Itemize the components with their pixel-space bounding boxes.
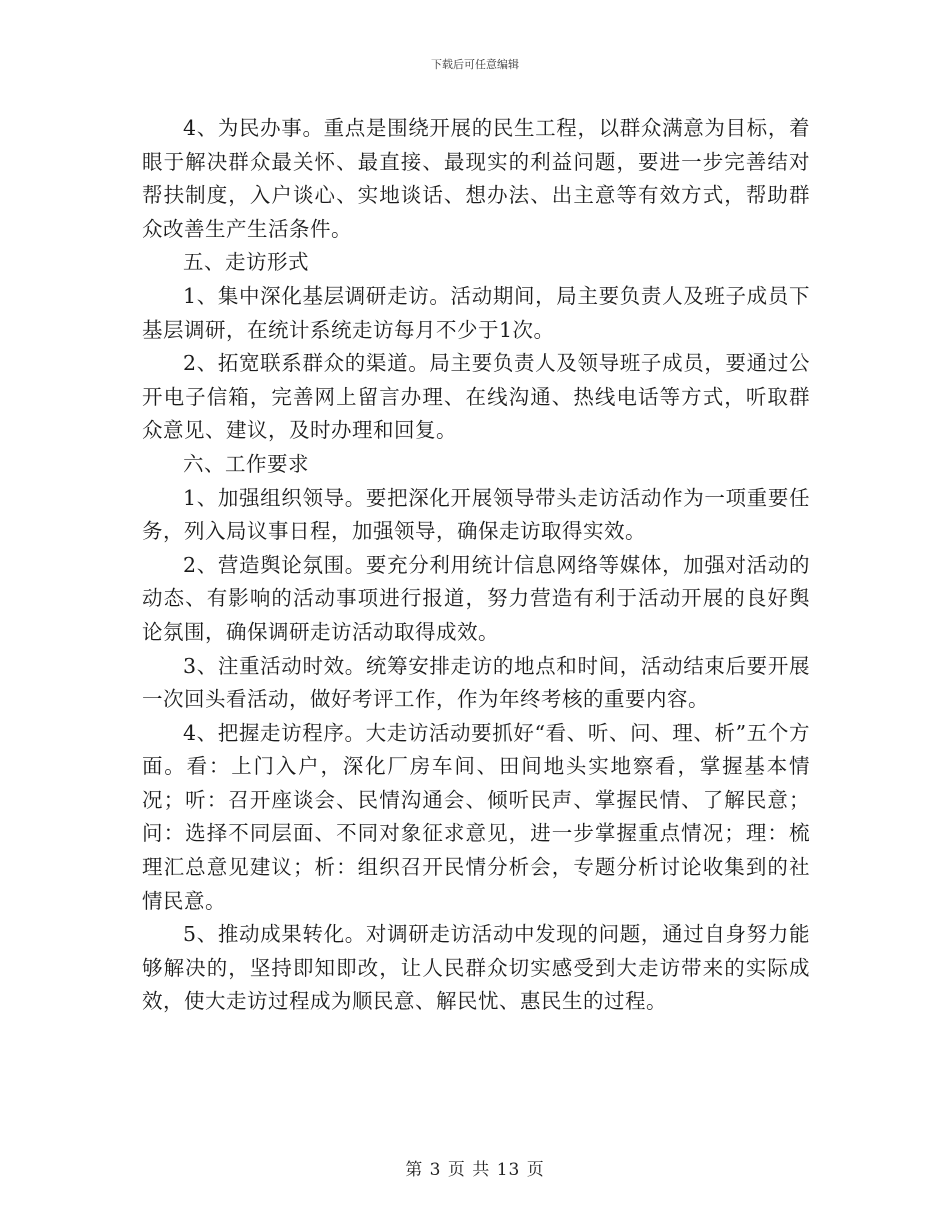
paragraph-public-opinion: 2、营造舆论氛围。要充分利用统计信息网络等媒体，加强对活动的动态、有影响的活动事项进行报道，努力营造有利于活动开展的良好舆论氛围，确保调研走访活动取得成效。 bbox=[142, 552, 810, 644]
paragraph-organization-leadership: 1、加强组织领导。要把深化开展领导带头走访活动作为一项重要任务，列入局议事日程，加强领导，确保走访取得实效。 bbox=[142, 485, 810, 544]
paragraph-contact-channels: 2、拓宽联系群众的渠道。局主要负责人及领导班子成员，要通过公开电子信箱，完善网上留言办理、在线沟通、热线电话等方式，听取群众意见、建议，及时办理和回复。 bbox=[142, 351, 810, 443]
section-heading-visit-forms: 五、走访形式 bbox=[183, 250, 309, 275]
paragraph-service-for-people: 4、为民办事。重点是围绕开展的民生工程，以群众满意为目标，着眼于解决群众最关怀、最直接、最现实的利益问题，要进一步完善结对帮扶制度，入户谈心、实地谈话、想办法、出主意等有效方式，帮助群众改善生产生活条件。 bbox=[142, 116, 810, 241]
section-heading-work-requirements: 六、工作要求 bbox=[183, 451, 309, 476]
page-number-footer: 第 3 页 共 13 页 bbox=[405, 1160, 545, 1180]
paragraph-visit-procedure: 4、把握走访程序。大走访活动要抓好“看、听、问、理、析”五个方面。看：上门入户，深化厂房车间、田间地头实地察看，掌握基本情况；听：召开座谈会、民情沟通会、倾听民声、掌握民情、了解民意；问：选择不同层面、不同对象征求意见，进一步掌握重点情况；理：梳理汇总意见建议；析：组织召开民情分析会，专题分析讨论收集到的社情民意。 bbox=[142, 720, 810, 913]
paragraph-grassroots-research: 1、集中深化基层调研走访。活动期间，局主要负责人及班子成员下基层调研，在统计系统走访每月不少于1次。 bbox=[142, 283, 810, 342]
paragraph-timeliness: 3、注重活动时效。统筹安排走访的地点和时间，活动结束后要开展一次回头看活动，做好考评工作，作为年终考核的重要内容。 bbox=[142, 653, 810, 712]
page-header: 下载后可任意编辑 bbox=[431, 58, 519, 71]
paragraph-result-transformation: 5、推动成果转化。对调研走访活动中发现的问题，通过自身努力能够解决的，坚持即知即改，让人民群众切实感受到大走访带来的实际成效，使大走访过程成为顺民意、解民忧、惠民生的过程。 bbox=[142, 922, 810, 1014]
document-body bbox=[142, 112, 810, 1019]
